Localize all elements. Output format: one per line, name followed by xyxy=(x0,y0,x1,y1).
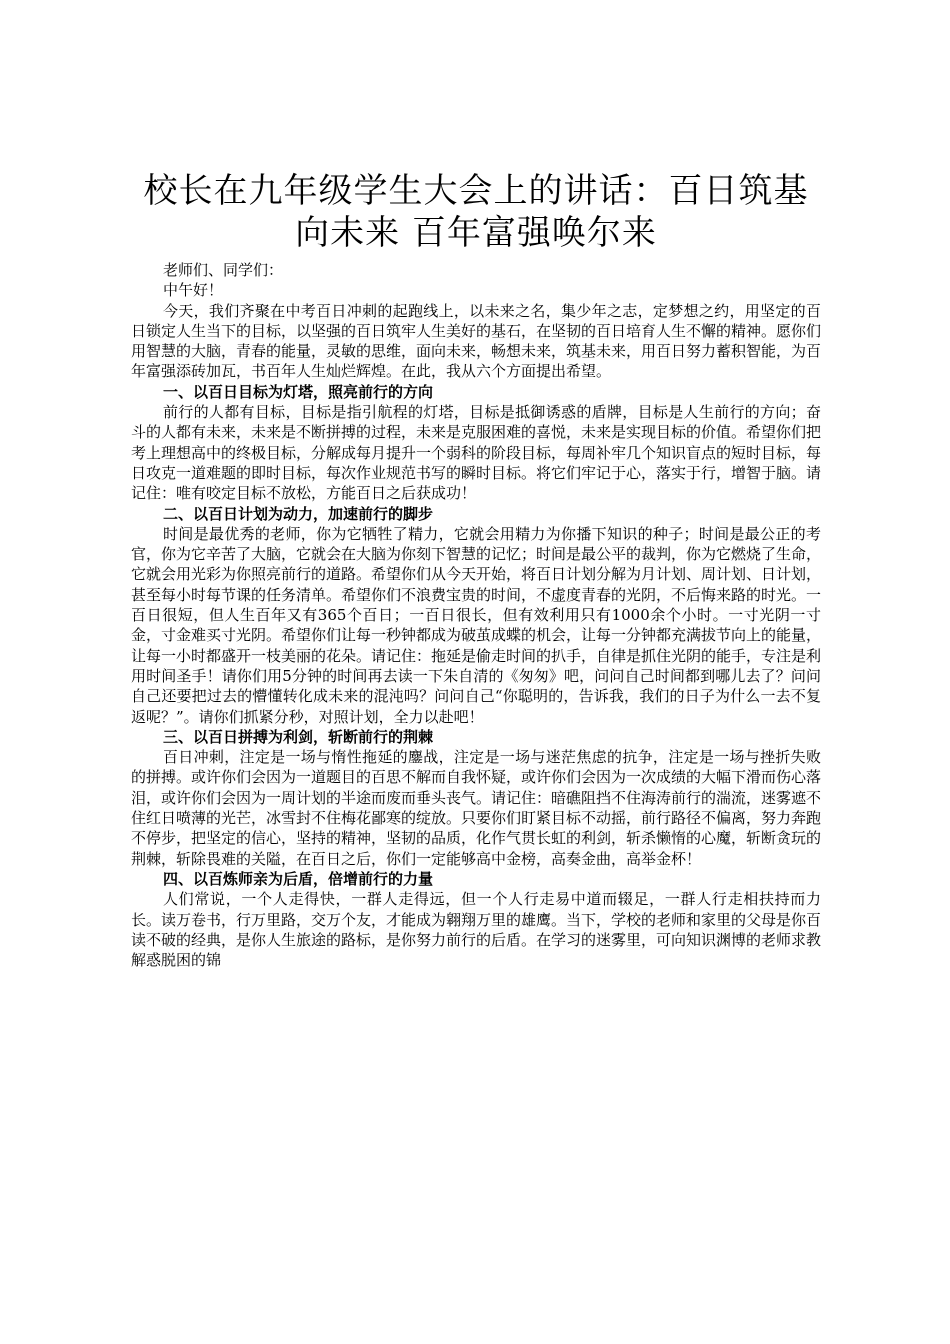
salutation-line: 老师们、同学们： xyxy=(163,261,284,279)
section-heading-4: 四、以百炼师亲为后盾，倍增前行的力量 xyxy=(163,869,434,888)
section-body-1: 前行的人都有目标，目标是指引航程的灯塔，目标是抵御诱惑的盾牌，目标是人生前行的方向；奋斗的人都有未来，未来是不断拼搏的过程，未来是克服困难的喜悦，未来是实现目标的价值。希望你们把考上理想高中的终极目标，分解成每月提升一个弱科的阶段目标，每周补牢几个知识盲点的短时目标，每日攻克一道难题的即时目标，每次作业规范书写的瞬时目标。将它们牢记于心，落实于行，增智于脑。请记住：唯有咬定目标不放松，方能百日之后获成功！ xyxy=(131,403,822,503)
section-body-2: 时间是最优秀的老师，你为它牺牲了精力，它就会用精力为你播下知识的种子；时间是最公正的考官，你为它辛苦了大脑，它就会在大脑为你刻下智慧的记忆；时间是最公平的裁判，你为它燃烧了生命，它就会用光彩为你照亮前行的道路。希望你们从今天开始，将百日计划分解为月计划、周计划、日计划，甚至每小时每节课的任务清单。希望你们不浪费宝贵的时间，不虚度青春的光阴，不后悔来路的时光。一百日很短，但人生百年又有365个百日；一百日很长，但有效利用只有1000余个小时。一寸光阴一寸金，寸金难买寸光阴。希望你们让每一秒钟都成为破茧成蝶的机会，让每一分钟都充满拔节向上的能量，让每一小时都盛开一枝美丽的花朵。请记住：拖延是偷走时间的扒手，自律是抓住光阴的能手，专注是利用时间圣手！请你们用5分钟的时间再去读一下朱自清的《匆匆》吧，问问自己时间都到哪儿去了？问问自己还要把过去的懵懂转化成未来的混沌吗？问问自己“你聪明的，告诉我，我们的日子为什么一去不复返呢？”。请你们抓紧分秒，对照计划，全力以赴吧！ xyxy=(131,524,822,726)
document-page xyxy=(131,170,821,970)
document-title: 校长在九年级学生大会上的讲话：百日筑基向未来 百年富强唤尔来 xyxy=(143,171,809,253)
section-heading-3: 三、以百日拼搏为利剑，斩断前行的荆棘 xyxy=(163,727,434,746)
section-heading-2: 二、以百日计划为动力，加速前行的脚步 xyxy=(163,504,434,523)
section-body-3: 百日冲刺，注定是一场与惰性拖延的鏖战，注定是一场与迷茫焦虑的抗争，注定是一场与挫折失败的拼搏。或许你们会因为一道题目的百思不解而自我怀疑，或许你们会因为一次成绩的大幅下滑而伤心落泪，或许你们会因为一周计划的半途而废而垂头丧气。请记住：暗礁阻挡不住海涛前行的湍流，迷雾遮不住红日喷薄的光芒，冰雪封不住梅花鄙寒的绽放。只要你们盯紧目标不动摇，前行路径不偏离，努力奔跑不停步，把坚定的信心，坚持的精神，坚韧的品质，化作气贯长虹的利剑，斩杀懒惰的心魔，斩断贪玩的荆棘，斩除畏难的关隘，在百日之后，你们一定能够高中金榜，高奏金曲，高举金杯！ xyxy=(131,748,822,868)
section-heading-1: 一、以百日目标为灯塔，照亮前行的方向 xyxy=(163,382,434,401)
greeting-line: 中午好！ xyxy=(163,281,224,300)
section-body-4: 人们常说，一个人走得快，一群人走得远，但一个人行走易中道而辍足，一群人行走相扶持而力长。读万卷书，行万里路，交万个友，才能成为翱翔万里的雄鹰。当下，学校的老师和家里的父母是你百读不破的经典，是你人生旅途的路标，是你努力前行的后盾。在学习的迷雾里，可向知识渊博的老师求教解惑脱困的锦 xyxy=(131,890,822,970)
intro-paragraph: 今天，我们齐聚在中考百日冲刺的起跑线上，以未来之名，集少年之志，定梦想之约，用坚定的百日锁定人生当下的目标，以坚强的百日筑牢人生美好的基石，在坚韧的百日培育人生不懈的精神。愿你们用智慧的大脑，青春的能量，灵敏的思维，面向未来，畅想未来，筑基未来，用百日努力蓄积智能，为百年富强添砖加瓦，书百年人生灿烂辉煌。在此，我从六个方面提出希望。 xyxy=(131,301,822,381)
